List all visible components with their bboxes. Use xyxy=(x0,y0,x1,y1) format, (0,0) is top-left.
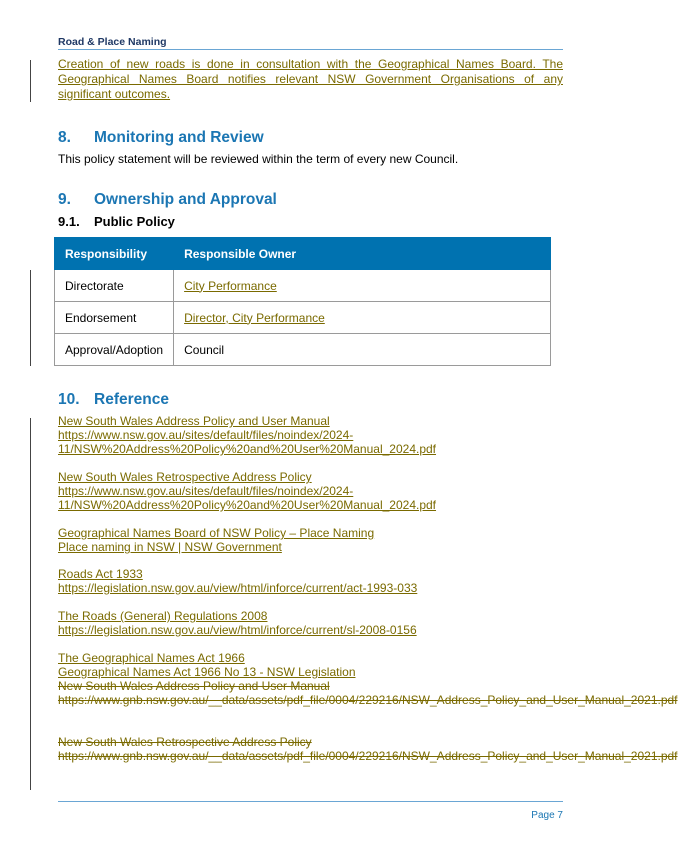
deleted-reference-item xyxy=(58,735,678,763)
section-number: 8. xyxy=(58,129,71,146)
table-cell-owner xyxy=(174,270,551,302)
owner-link[interactable]: Director, City Performance xyxy=(184,310,325,325)
reference-title: New South Wales Address Policy and User Manual xyxy=(58,414,330,428)
owner-link[interactable]: City Performance xyxy=(184,278,277,293)
deleted-reference-item xyxy=(58,679,678,707)
deleted-reference-title: New South Wales Retrospective Address Policy xyxy=(58,735,312,749)
reference-title: Roads Act 1933 xyxy=(58,567,143,581)
section-title: Ownership and Approval xyxy=(94,191,277,208)
subsection-title: Public Policy xyxy=(94,214,175,229)
change-bar xyxy=(30,60,31,102)
header-divider xyxy=(58,49,563,50)
footer-divider xyxy=(58,801,563,802)
section-8-text: This policy statement will be reviewed within the term of every new Council. xyxy=(58,152,459,166)
section-9-1-heading xyxy=(58,214,175,229)
reference-title: New South Wales Retrospective Address Policy xyxy=(58,470,312,484)
header-title: Road & Place Naming xyxy=(58,36,167,48)
reference-url[interactable]: https://legislation.nsw.gov.au/view/html/inforce/current/sl-2008-0156 xyxy=(58,623,417,637)
section-number: 9. xyxy=(58,191,71,208)
reference-item[interactable] xyxy=(58,414,563,456)
section-9-heading xyxy=(58,191,277,209)
reference-url[interactable]: https://legislation.nsw.gov.au/view/html/inforce/current/act-1993-033 xyxy=(58,581,418,595)
reference-item[interactable] xyxy=(58,651,563,679)
reference-title: The Geographical Names Act 1966 xyxy=(58,651,245,665)
table-cell: Endorsement xyxy=(55,302,174,334)
table-cell-owner xyxy=(174,302,551,334)
reference-link[interactable]: Geographical Names Act 1966 No 13 - NSW Legislation xyxy=(58,665,356,679)
change-bar xyxy=(30,270,31,366)
reference-url[interactable]: 11/NSW%20Address%20Policy%20and%20User%20Manual_2024.pdf xyxy=(58,442,437,456)
page-number: Page 7 xyxy=(531,810,563,821)
table-cell-owner: Council xyxy=(174,334,551,366)
reference-item[interactable] xyxy=(58,470,563,512)
deleted-reference-url: https://www.gnb.nsw.gov.au/__data/assets/pdf_file/0004/229216/NSW_Address_Policy_and_User_Manual_2021.pdf xyxy=(58,693,678,707)
deleted-reference-title: New South Wales Address Policy and User Manual xyxy=(58,679,330,693)
section-10-heading xyxy=(58,391,169,409)
table-cell: Approval/Adoption xyxy=(55,334,174,366)
section-number: 10. xyxy=(58,391,80,408)
reference-item[interactable] xyxy=(58,526,563,554)
reference-item[interactable] xyxy=(58,609,563,637)
table-cell: Directorate xyxy=(55,270,174,302)
subsection-number: 9.1. xyxy=(58,214,80,229)
table-row xyxy=(55,334,551,366)
table-row xyxy=(55,302,551,334)
column-header: Responsibility xyxy=(55,238,174,270)
reference-item[interactable] xyxy=(58,567,563,595)
column-header: Responsible Owner xyxy=(174,238,551,270)
responsibility-table xyxy=(54,237,551,366)
section-8-heading xyxy=(58,129,264,147)
section-title: Reference xyxy=(94,391,169,408)
reference-url[interactable]: 11/NSW%20Address%20Policy%20and%20User%20Manual_2024.pdf xyxy=(58,498,437,512)
reference-url[interactable]: https://www.nsw.gov.au/sites/default/files/noindex/2024- xyxy=(58,428,354,442)
table-header-row xyxy=(55,238,551,270)
reference-link[interactable]: Place naming in NSW | NSW Government xyxy=(58,540,282,554)
intro-paragraph: Creation of new roads is done in consultation with the Geographical Names Board. The Geographical Names Board notifies relevant NSW Government Organisations of any significant outcomes. xyxy=(58,57,563,101)
reference-title: Geographical Names Board of NSW Policy – Place Naming xyxy=(58,526,375,540)
change-bar xyxy=(30,418,31,790)
reference-url[interactable]: https://www.nsw.gov.au/sites/default/files/noindex/2024- xyxy=(58,484,354,498)
section-title: Monitoring and Review xyxy=(94,129,264,146)
deleted-reference-url: https://www.gnb.nsw.gov.au/__data/assets/pdf_file/0004/229216/NSW_Address_Policy_and_User_Manual_2021.pdf xyxy=(58,749,678,763)
table-row xyxy=(55,270,551,302)
reference-title: The Roads (General) Regulations 2008 xyxy=(58,609,268,623)
